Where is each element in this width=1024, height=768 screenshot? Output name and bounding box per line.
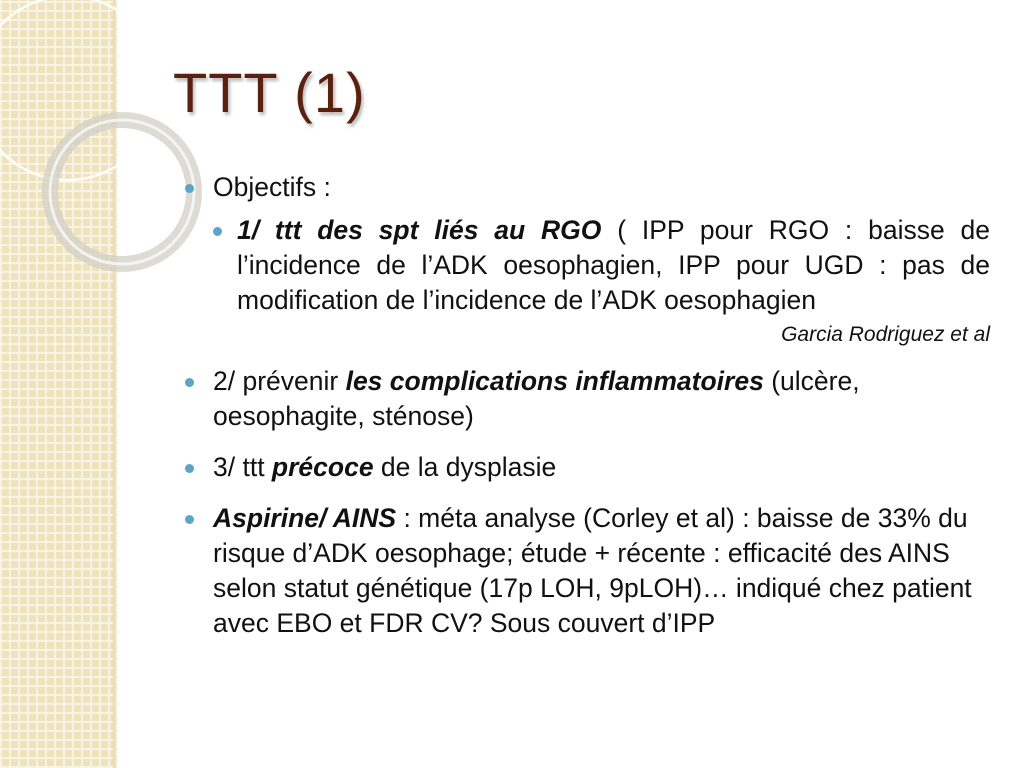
slide-title: TTT (1) — [173, 61, 366, 124]
bullet-precoce — [185, 450, 990, 485]
bullet-dot — [185, 378, 194, 387]
bullet-objectifs — [185, 170, 990, 205]
item4-post: : méta analyse (Corley et al) : baisse de 33% du risque d’ADK oesophage; étude + récente : efficacité des AINS selon statut génétique (17p LOH, 9pLOH)… indiqué chez patient avec EBO et FDR CV? Sous couvert d’IPP — [213, 503, 972, 638]
sub-bullet-rgo — [213, 213, 990, 318]
item3-pre: 3/ ttt — [213, 452, 272, 482]
bullet-dot — [185, 515, 194, 524]
citation: Garcia Rodriguez et al — [781, 323, 990, 346]
item3-post: de la dysplasie — [373, 452, 557, 482]
objectifs-text: Objectifs : — [213, 172, 331, 202]
item2-bold: les complications inflammatoires — [345, 366, 764, 396]
item2-pre: 2/ prévenir — [213, 366, 346, 396]
decor-circle-large — [0, 0, 160, 180]
slide-body — [185, 170, 990, 657]
bullet-dot — [185, 184, 194, 193]
sub1-lead: 1/ ttt des spt liés au RGO — [237, 215, 602, 245]
item3-bold: précoce — [271, 452, 374, 482]
item2-post: (ulcère, oesophagite, sténose) — [213, 366, 860, 431]
bullet-dot — [185, 464, 194, 473]
decorative-circles — [0, 0, 160, 260]
sub1-rest: ( IPP pour RGO : baisse de l’incidence de l’ADK oesophagien, IPP pour UGD : pas de modification de l’incidence de l’ADK oesophagien — [237, 215, 990, 315]
bullet-aspirine — [185, 501, 990, 641]
bullet-prevenir — [185, 364, 990, 434]
decor-circle-ring-highlight — [50, 120, 194, 264]
item4-bold: Aspirine/ AINS — [213, 503, 397, 533]
bullet-dot — [213, 227, 222, 236]
